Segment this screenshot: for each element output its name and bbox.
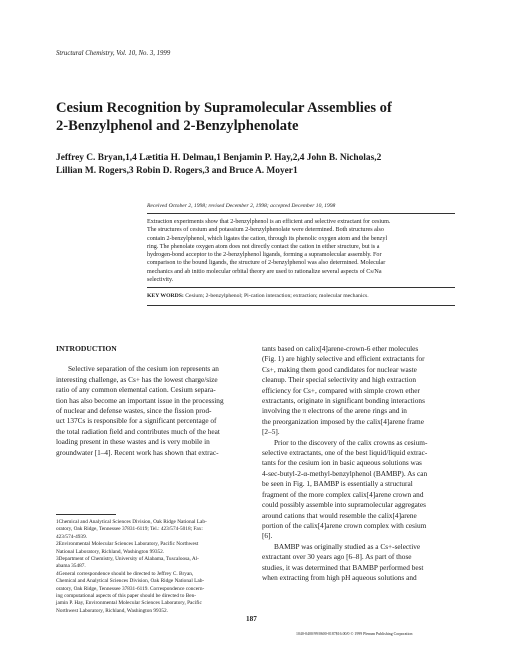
title-line: 2-Benzylphenol and 2-Benzylphenolate [56,117,299,134]
body-line: portion of the calix[4]arene crown complex with cesium [262,520,427,530]
footnote-line: oratory, Oak Ridge, Tennessee 37831-6119. Correspondence concern- [56,585,205,592]
page-number: 187 [246,615,257,623]
body-line: selective extractants, one of the best liquid/liquid extrac- [262,448,428,458]
body-line: Selective separation of the cesium ion represents an [68,364,219,374]
body-line: tion has also become an important issue in the processing [56,395,224,405]
body-line: the preorganization imposed by the calix[4]arene frame [262,416,424,426]
footnote-line: 423/574-4939. [56,533,88,540]
body-line: uct 137Cs is responsible for a significant percentage of [56,416,217,426]
footnote-line: jamin P. Hay, Environmental Molecular Sciences Laboratory, Pacific [56,600,202,607]
abstract-line: contain 2-benzylphenol, which ligates the cation, through its phenolic oxygen atom and the benzyl [147,235,388,242]
body-line: when extracting from high pH aqueous solutions and [262,572,417,582]
body-line: cleanup. Their special selectivity and high extraction [262,375,417,385]
body-line: fragment of the more complex calix[4]arene crown and [262,489,424,499]
section-heading: INTRODUCTION [56,344,117,353]
body-line: Cs+, making them good candidates for nuclear waste [262,364,417,374]
body-line: involving the π electrons of the arene rings and in [262,406,407,416]
body-line: (Fig. 1) are highly selective and efficient extractants for [262,354,425,364]
article-title [56,100,456,135]
body-line: extractants, originate in significant bonding interactions [262,396,425,406]
divider [147,305,455,306]
body-line: 4-sec-butyl-2-α-methyl-benzylphenol (BAMBP). As can [262,468,428,478]
footnote-line: Chemical and Analytical Sciences Division, Oak Ridge National Lab- [56,578,205,585]
abstract-text [147,218,455,284]
footnotes [56,519,252,615]
footnote-line: 4General correspondence should be directed to Jeffrey C. Bryan, [56,570,194,577]
journal-citation: Structural Chemistry, Vol. 10, No. 3, 1999 [56,50,171,57]
abstract-line: The structures of cesium and potassium 2-benzylphenolate were determined. Both structures also [147,227,384,234]
body-line: tants based on calix[4]arene-crown-6 ether molecules [262,344,419,353]
title-line: Cesium Recognition by Supramolecular Assemblies of [56,100,392,116]
footnote-line: oratory, Oak Ridge, Tennessee 37831-6119; Tel.: 423/574-5018; Fax: [56,526,203,533]
abstract-line: mechanics and ab initio molecular orbital theory are used to rationalize several aspects of Cs/Na [147,268,382,275]
intro-paragraph [56,364,246,458]
body-line: interesting challenge, as Cs+ has the lowest charge/size [56,374,218,384]
keywords [147,293,455,299]
body-line: [2–5]. [262,427,280,437]
divider [147,287,455,288]
body-line: [6]. [262,531,273,541]
body-line: loading present in these wastes and is very mobile in [56,437,210,447]
keywords-label: KEY WORDS: [147,293,184,300]
footnote-line: National Laboratory, Richland, Washington 99352. [56,548,165,555]
body-line: ratio of any common elemental cation. Cesium separa- [56,385,216,395]
keywords-text: Cesium; 2-benzylphenol; Pi-cation interaction; extraction; molecular mechanics. [185,293,369,300]
abstract-line: selectivity. [147,277,174,284]
body-line: studies, it was determined that BAMBP performed best [262,562,424,572]
abstract-block [147,203,455,306]
body-line: extractant over 30 years ago [6–8]. As part of those [262,552,412,562]
right-column [262,344,452,583]
body-line: the total radiation field and contributes much of the heat [56,426,220,436]
footnote-divider [56,514,116,515]
abstract-line: Extraction experiments show that 2-benzylphenol is an efficient and selective extractant for cesium. [147,219,391,225]
body-line: BAMBP was originally studied as a Cs+-selective [274,541,421,551]
body-line: groundwater [1–4]. Recent work has shown that extrac- [56,447,219,457]
author-line: Lillian M. Rogers,3 Robin D. Rogers,3 and Bruce A. Moyer1 [56,165,298,176]
left-column [56,344,246,458]
body-line: around cations that would resemble the calix[4]arene [262,510,417,520]
footnote-line: ing computational aspects of this paper should be directed to Ben- [56,593,197,600]
body-line: of nuclear and defense wastes, since the fission prod- [56,406,212,416]
divider [147,213,455,214]
abstract-line: comparison to the bound ligands, the structure of 2-benzylphenol was also determined. Molecular [147,260,386,267]
body-line: tants for the cesium ion in basic aqueous solutions was [262,458,422,468]
author-line: Jeffrey C. Bryan,1,4 Lætitia H. Delmau,1 Benjamin P. Hay,2,4 John B. Nicholas,2 [56,153,382,163]
body-line: be seen in Fig. 1, BAMBP is essentially a structural [262,479,413,489]
body-line: efficiency for Cs+, compared with simple crown ether [262,385,420,395]
body-line: Prior to the discovery of the calix crowns as cesium- [274,437,428,447]
footnote-line: Northwest Laboratory, Richland, Washington 99352. [56,607,168,614]
copyright-line: 1040-0400/99/0600-0187$16.00/0 © 1999 Plenum Publishing Corporation [296,632,413,636]
footnote-line: abama 35487. [56,563,86,570]
abstract-line: hydrogen-bond acceptor to the 2-benzylphenol ligands, forming a supramolecular assembly. For [147,252,382,259]
author-list [56,152,476,177]
body-line: could possibly assemble into supramolecular aggregates [262,500,426,510]
footnote-line: 2Environmental Molecular Sciences Laboratory, Pacific Northwest [56,541,199,548]
received-dates: Received October 2, 1998; revised December 2, 1998; accepted December 10, 1998 [147,203,336,209]
footnote-line: 1Chemical and Analytical Sciences Division, Oak Ridge National Lab- [56,519,207,525]
abstract-line: ring. The phenolate oxygen atom does not directly contact the cation in either structure, but is a [147,243,380,250]
footnote-line: 3Department of Chemistry, University of Alabama, Tuscaloosa, Al- [56,556,199,563]
